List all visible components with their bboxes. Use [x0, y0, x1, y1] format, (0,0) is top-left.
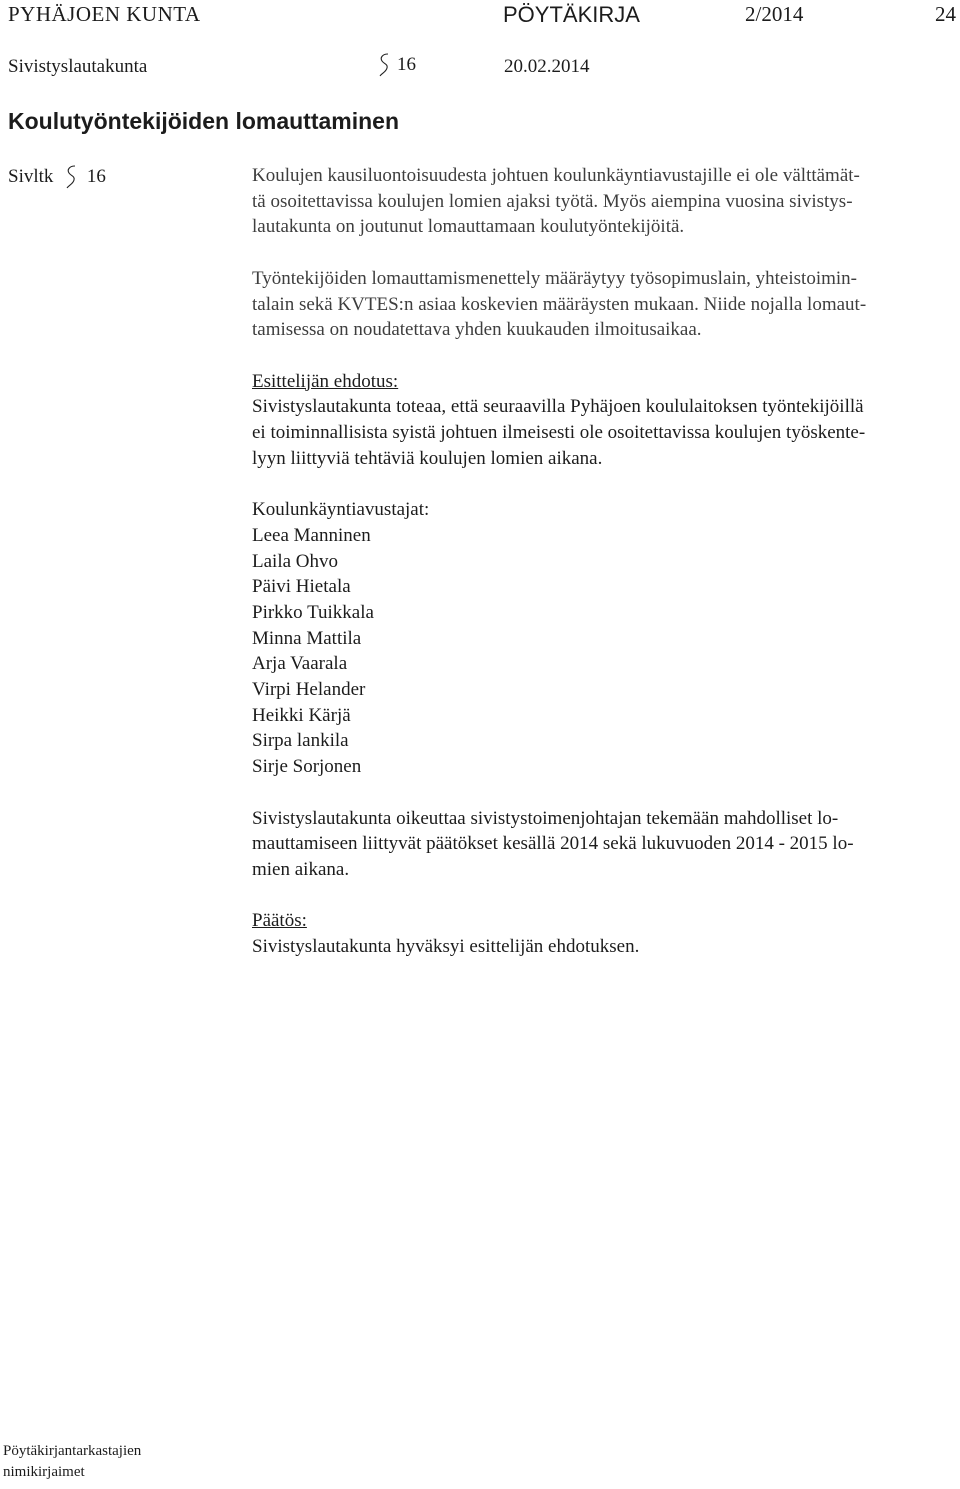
- list-item: Heikki Kärjä: [252, 704, 351, 726]
- text-line: ei toiminnallisista syistä johtuen ilmeisesti ole osoitettavissa koulujen työskente-: [252, 422, 866, 443]
- document-type: PÖYTÄKIRJA: [503, 2, 640, 27]
- text-line: lautakunta on joutunut lomauttamaan koulutyöntekijöitä.: [252, 216, 685, 238]
- list-item: Leea Manninen: [252, 524, 371, 546]
- board-abbreviation: Sivltk: [8, 166, 54, 187]
- text-line: Työntekijöiden lomauttamismenettely määräytyy työsopimuslain, yhteistoimin-: [252, 267, 857, 289]
- section-sign-icon: [377, 52, 391, 78]
- text-line: Koulujen kausiluontoisuudesta johtuen koulunkäyntiavustajille ei ole välttämät-: [252, 165, 860, 186]
- proposal-paragraph: [252, 369, 952, 472]
- board-name: Sivistyslautakunta: [8, 56, 148, 77]
- text-line: tä osoitettavissa koulujen lomien ajaksi työtä. Myös aiempina vuosina sivistys-: [252, 190, 853, 212]
- list-item: Minna Mattila: [252, 627, 362, 649]
- text-line: talain sekä KVTES:n asiaa koskevien määräysten mukaan. Niide nojalla lomaut-: [252, 293, 867, 315]
- text-line: Sivistyslautakunta toteaa, että seuraavilla Pyhäjoen koululaitoksen työntekijöillä: [252, 396, 864, 418]
- list-item: Sirje Sorjonen: [252, 756, 362, 778]
- list-item: Päivi Hietala: [252, 576, 351, 598]
- decision-text: Sivistyslautakunta hyväksyi esittelijän ehdotuksen.: [252, 936, 640, 958]
- list-item: Virpi Helander: [252, 679, 366, 701]
- footer: [3, 1441, 141, 1483]
- list-heading: Koulunkäyntiavustajat:: [252, 499, 430, 521]
- list-item: Sirpa lankila: [252, 730, 349, 752]
- document-number: 2/2014: [745, 2, 804, 26]
- page-title: Koulutyöntekijöiden lomauttaminen: [8, 108, 400, 134]
- text-line: mien aikana.: [252, 858, 350, 880]
- meeting-date: 20.02.2014: [504, 56, 590, 77]
- procedure-paragraph: [252, 266, 952, 343]
- footer-label: Pöytäkirjantarkastajien: [3, 1443, 142, 1459]
- section-sign-icon: [64, 164, 78, 190]
- authorization-paragraph: [252, 806, 952, 883]
- header-section-ref: [377, 52, 416, 78]
- background-paragraph: [252, 163, 952, 240]
- decision-paragraph: [252, 908, 952, 959]
- page-number: 24: [935, 2, 956, 26]
- text-line: tamisessa on noudatettava yhden kuukauden ilmoitusaikaa.: [252, 319, 702, 341]
- section-label: [8, 164, 106, 190]
- header-section-number: 16: [397, 54, 416, 75]
- organization-name: PYHÄJOEN KUNTA: [8, 2, 201, 26]
- text-line: lyyn liittyviä tehtäviä koulujen lomien aikana.: [252, 447, 603, 469]
- list-item: Laila Ohvo: [252, 550, 339, 572]
- list-item: Arja Vaarala: [252, 653, 348, 675]
- decision-heading: Päätös:: [252, 910, 307, 932]
- text-line: Sivistyslautakunta oikeuttaa sivistystoimenjohtajan tekemään mahdolliset lo-: [252, 807, 839, 829]
- footer-label: nimikirjaimet: [3, 1464, 85, 1480]
- assistant-list: [252, 497, 952, 780]
- text-line: mauttamiseen liittyvät päätökset kesällä 2014 sekä lukuvuoden 2014 - 2015 lo-: [252, 833, 854, 855]
- proposal-heading: Esittelijän ehdotus:: [252, 370, 399, 392]
- list-item: Pirkko Tuikkala: [252, 601, 374, 623]
- section-body: [252, 163, 952, 985]
- section-number: 16: [86, 166, 106, 187]
